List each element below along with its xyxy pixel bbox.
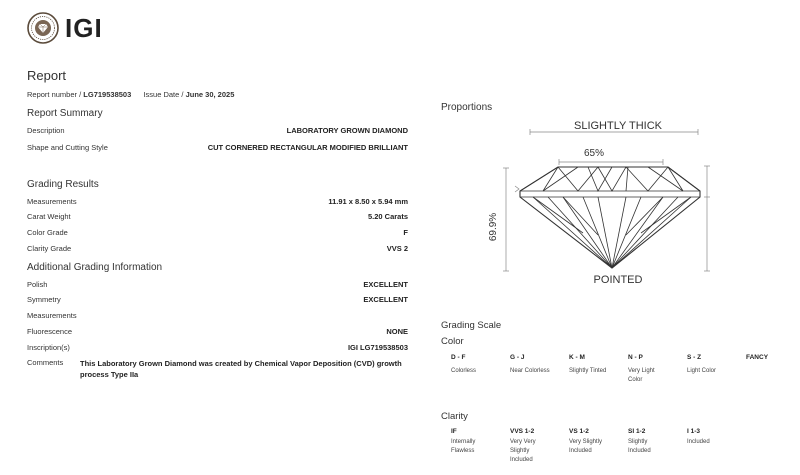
summary-row	[27, 143, 408, 155]
issue-date-label: Issue Date /	[143, 90, 184, 99]
report-meta	[27, 90, 234, 99]
additional-row	[27, 311, 408, 323]
additional-value: IGI LG719538503	[347, 343, 408, 352]
logo-text: IGI	[65, 13, 103, 43]
color-desc: Light Color	[687, 368, 717, 374]
grading-label: Carat Weight	[27, 212, 71, 221]
clarity-scale-heading: Clarity	[441, 411, 468, 422]
table-label: 65%	[583, 148, 605, 159]
clarity-code: VVS 1-2	[510, 428, 535, 435]
grading-label: Clarity Grade	[27, 244, 72, 253]
grading-value: VVS 2	[386, 244, 408, 253]
color-scale-item	[687, 354, 747, 376]
grading-value: 5.20 Carats	[367, 212, 408, 221]
grading-value: F	[403, 228, 408, 237]
girdle-label: SLIGHTLY THICK	[573, 120, 663, 132]
additional-value: EXCELLENT	[363, 280, 408, 289]
color-code: K - M	[569, 354, 585, 361]
color-code: G - J	[510, 354, 525, 361]
grading-row	[27, 244, 408, 256]
color-desc: Very Light Color	[628, 368, 655, 383]
color-code: N - P	[628, 354, 643, 361]
comments-value: This Laboratory Grown Diamond was created by Chemical Vapor Deposition (CVD) growth process Type IIa	[80, 359, 402, 379]
color-code: D - F	[451, 354, 466, 361]
clarity-code: SI 1-2	[628, 428, 646, 435]
clarity-code: VS 1-2	[569, 428, 589, 435]
clarity-desc: Internally Flawless	[451, 439, 476, 454]
color-scale-item	[510, 354, 552, 376]
color-scale-item	[746, 354, 796, 367]
grading-value: 11.91 x 8.50 x 5.94 mm	[328, 197, 408, 206]
additional-value: EXCELLENT	[363, 295, 408, 304]
report-number-label: Report number /	[27, 90, 82, 99]
comments-label: Comments	[27, 358, 64, 367]
grading-row	[27, 197, 408, 209]
color-scale-item	[628, 354, 666, 385]
clarity-desc: Very Very Slightly Included	[510, 439, 536, 463]
clarity-desc: Slightly Included	[628, 439, 651, 454]
color-desc: Near Colorless	[510, 368, 550, 374]
grading-label: Measurements	[27, 197, 77, 206]
color-code: S - Z	[687, 354, 702, 361]
clarity-code: IF	[451, 428, 457, 435]
grading-row	[27, 228, 408, 240]
igi-logo	[27, 12, 103, 44]
color-scale-heading: Color	[441, 336, 464, 347]
additional-row	[27, 280, 408, 292]
clarity-desc: Very Slightly Included	[569, 439, 603, 454]
clarity-scale-item	[687, 428, 747, 447]
additional-label: Symmetry	[27, 295, 61, 304]
grading-row	[27, 212, 408, 224]
diamond-outline	[520, 167, 700, 268]
additional-value: NONE	[386, 327, 408, 336]
clarity-scale-item	[628, 428, 666, 456]
issue-date: June 30, 2025	[185, 90, 235, 99]
additional-label: Polish	[27, 280, 48, 289]
summary-value: CUT CORNERED RECTANGULAR MODIFIED BRILLIANT	[207, 143, 408, 152]
clarity-code: I 1-3	[687, 428, 701, 435]
additional-grading-heading: Additional Grading Information	[27, 262, 163, 273]
grading-scale-heading: Grading Scale	[441, 320, 502, 331]
clarity-scale-item	[510, 428, 550, 465]
color-scale-item	[451, 354, 511, 376]
summary-value: LABORATORY GROWN DIAMOND	[286, 126, 408, 135]
additional-label: Measurements	[27, 311, 77, 320]
additional-row	[27, 343, 408, 355]
report-summary-heading: Report Summary	[27, 108, 103, 119]
clarity-scale-item	[451, 428, 491, 456]
color-code: FANCY	[746, 354, 769, 361]
additional-label: Fluorescence	[27, 327, 73, 336]
culet-label: POINTED	[593, 274, 643, 286]
color-desc: Colorless	[451, 368, 477, 374]
summary-label: Shape and Cutting Style	[27, 143, 108, 152]
additional-label: Inscription(s)	[27, 343, 70, 352]
color-desc: Slightly Tinted	[569, 368, 607, 374]
grading-results-heading: Grading Results	[27, 179, 99, 190]
grading-label: Color Grade	[27, 228, 68, 237]
report-title: Report	[27, 68, 67, 83]
clarity-desc: Included	[687, 439, 710, 445]
color-scale-item	[569, 354, 629, 376]
proportions-heading: Proportions	[441, 102, 493, 113]
igi-seal-icon	[27, 12, 59, 44]
additional-row	[27, 327, 408, 339]
summary-row	[27, 126, 408, 138]
summary-label: Description	[27, 126, 65, 135]
proportions-diagram	[488, 115, 720, 290]
depth-label: 69.9%	[488, 212, 499, 242]
additional-row	[27, 295, 408, 307]
clarity-scale-item	[569, 428, 609, 456]
report-number: LG719538503	[83, 90, 132, 99]
